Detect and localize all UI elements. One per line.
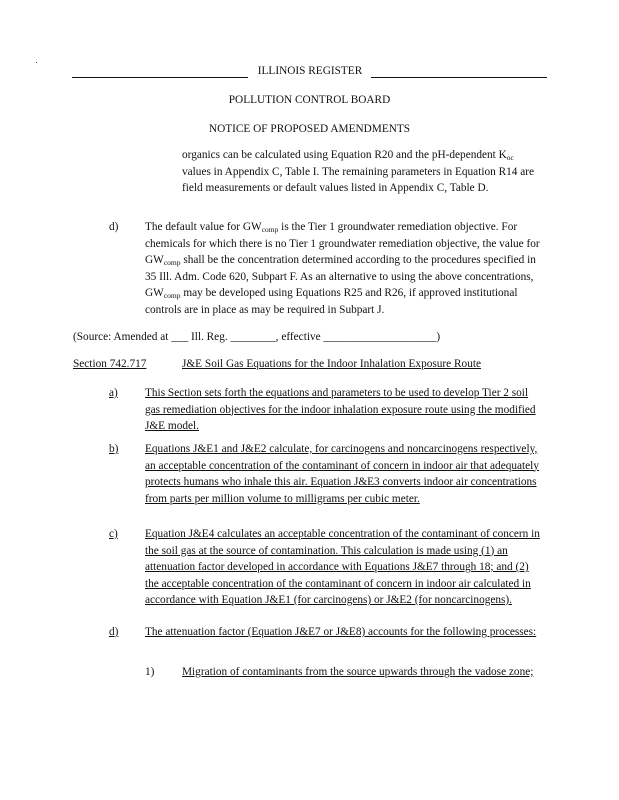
item-a-label: a) — [109, 387, 118, 399]
register-title: ILLINOIS REGISTER — [257, 65, 363, 77]
scan-speck — [36, 62, 37, 63]
item-d2-paragraph: The attenuation factor (Equation J&E7 or J&E8) accounts for the following processes: — [145, 626, 537, 638]
item-b-paragraph: Equations J&E1 and J&E2 calculate, for carcinogens and noncarcinogens respectively, an acceptable concentration of the contaminant of concern in indoor air that adequately protects humans who inhale this air. Equation J&E3 converts indoor air concentrations from parts per million volume to milligrams per cubic meter. — [145, 443, 539, 505]
section-number: Section 742.717 — [73, 358, 147, 370]
source-note: (Source: Amended at ___ Ill. Reg. ________, effective ____________________) — [73, 331, 441, 343]
item-d2-label: d) — [109, 626, 119, 638]
item-c-label: c) — [109, 528, 118, 540]
item-c-paragraph: Equation J&E4 calculates an acceptable concentration of the contaminant of concern in the soil gas at the source of contamination. This calculation is made using (1) an attenuation factor developed in accordance with Equations J&E7 through 18; and (2) the acceptable concentration of the contaminant of concern in indoor air calculated in accordance with Equation J&E1 (for carcinogens) or J&E2 (for noncarcinogens). — [145, 528, 540, 606]
section-title: J&E Soil Gas Equations for the Indoor Inhalation Exposure Route — [182, 358, 482, 370]
notice-title: NOTICE OF PROPOSED AMENDMENTS — [208, 123, 411, 135]
item-d-paragraph: The default value for $GW_{comp}$ is the Tier 1 groundwater remediation objective. For chemicals for which there is no Tier 1 groundwater remediation objective, the value for $GW_{comp}$ shall be the concentration determined according to the procedures specified in 35 Ill. Adm. Code 620, Subpart F. As an alternative to using the above concentrations, $GW_{comp}$ may be developed using Equations R25 and R26, if approved institutional controls are in place as may be required in Subpart J. — [145, 221, 540, 316]
item-d-label: d) — [109, 221, 119, 233]
item-b-label: b) — [109, 443, 119, 455]
header-rule-left — [72, 77, 248, 78]
subitem-1-label: 1) — [145, 666, 155, 678]
board-title: POLLUTION CONTROL BOARD — [228, 94, 391, 106]
item-a-paragraph: This Section sets forth the equations and parameters to be used to develop Tier 2 soil gas remediation objectives for the indoor inhalation exposure route using the modified J&E model. — [145, 387, 536, 432]
continuation-paragraph: organics can be calculated using Equation R20 and the pH-dependent $K_{oc}$ values in Appendix C, Table I. The remaining parameters in Equation R14 are field measurements or default values listed in Appendix C, Table D. — [182, 149, 535, 194]
subitem-1-paragraph: Migration of contaminants from the source upwards through the vadose zone; — [182, 666, 534, 678]
header-rule-right — [371, 77, 547, 78]
